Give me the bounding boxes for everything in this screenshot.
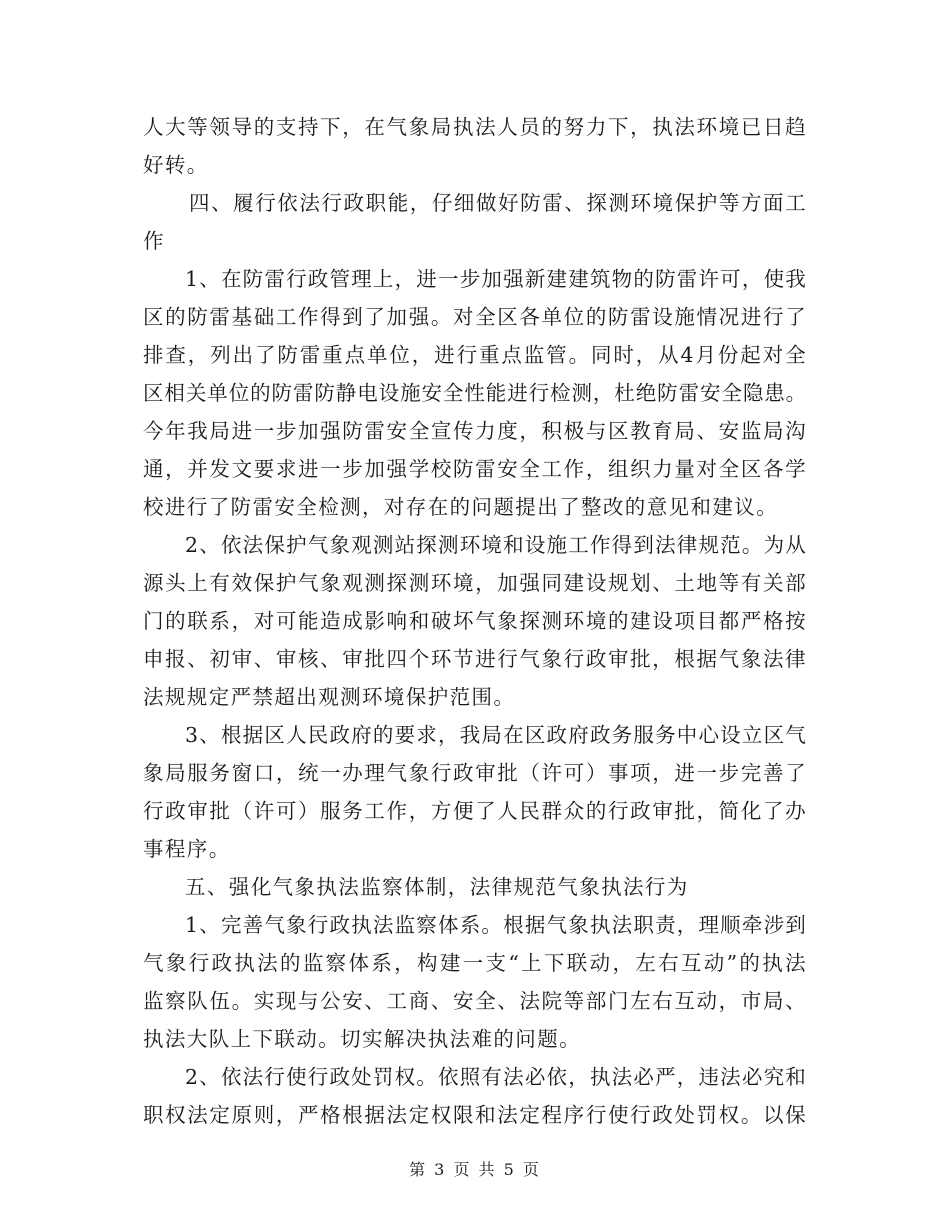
document-line: 执法大队上下联动。切实解决执法难的问题。 [143, 1027, 581, 1051]
document-line: 好转。 [143, 153, 209, 177]
document-line: 监察队伍。实现与公安、工商、安全、法院等部门左右互动，市局、 [143, 989, 807, 1013]
document-line: 区的防雷基础工作得到了加强。对全区各单位的防雷设施情况进行了 [143, 305, 807, 329]
document-line: 1、在防雷行政管理上，进一步加强新建建筑物的防雷许可，使我 [185, 267, 807, 291]
document-line: 五、强化气象执法监察体制，法律规范气象执法行为 [185, 875, 689, 899]
document-line: 源头上有效保护气象观测探测环境，加强同建设规划、土地等有关部 [143, 571, 807, 595]
document-line: 法规规定严禁超出观测环境保护范围。 [143, 685, 516, 709]
document-line: 排查，列出了防雷重点单位，进行重点监管。同时，从4月份起对全 [143, 343, 807, 367]
document-line: 职权法定原则，严格根据法定权限和法定程序行使行政处罚权。以保 [143, 1103, 807, 1127]
document-line: 门的联系，对可能造成影响和破坏气象探测环境的建设项目都严格按 [143, 609, 807, 633]
document-line: 气象行政执法的监察体系，构建一支“上下联动，左右互动”的执法 [143, 951, 807, 975]
document-line: 作 [143, 229, 165, 253]
document-line: 今年我局进一步加强防雷安全宣传力度，积极与区教育局、安监局沟 [143, 419, 807, 443]
document-body [143, 108, 807, 1134]
document-line: 3、根据区人民政府的要求，我局在区政府政务服务中心设立区气 [185, 723, 807, 747]
document-line: 人大等领导的支持下，在气象局执法人员的努力下，执法环境已日趋 [143, 115, 807, 139]
page-footer: 第 3 页 共 5 页 [409, 1160, 541, 1179]
document-line: 区相关单位的防雷防静电设施安全性能进行检测，杜绝防雷安全隐患。 [143, 381, 807, 405]
document-line: 申报、初审、审核、审批四个环节进行气象行政审批，根据气象法律 [143, 647, 807, 671]
document-line: 校进行了防雷安全检测，对存在的问题提出了整改的意见和建议。 [143, 495, 779, 519]
document-line: 象局服务窗口，统一办理气象行政审批（许可）事项，进一步完善了 [143, 761, 807, 785]
document-line: 2、依法保护气象观测站探测环境和设施工作得到法律规范。为从 [185, 533, 807, 557]
document-line: 行政审批（许可）服务工作，方便了人民群众的行政审批，简化了办 [143, 799, 807, 823]
document-line: 四、履行依法行政职能，仔细做好防雷、探测环境保护等方面工 [189, 191, 807, 215]
document-line: 2、依法行使行政处罚权。依照有法必依，执法必严，违法必究和 [185, 1065, 807, 1089]
document-line: 1、完善气象行政执法监察体系。根据气象执法职责，理顺牵涉到 [185, 913, 807, 937]
document-line: 通，并发文要求进一步加强学校防雷安全工作，组织力量对全区各学 [143, 457, 807, 481]
document-line: 事程序。 [143, 837, 231, 861]
